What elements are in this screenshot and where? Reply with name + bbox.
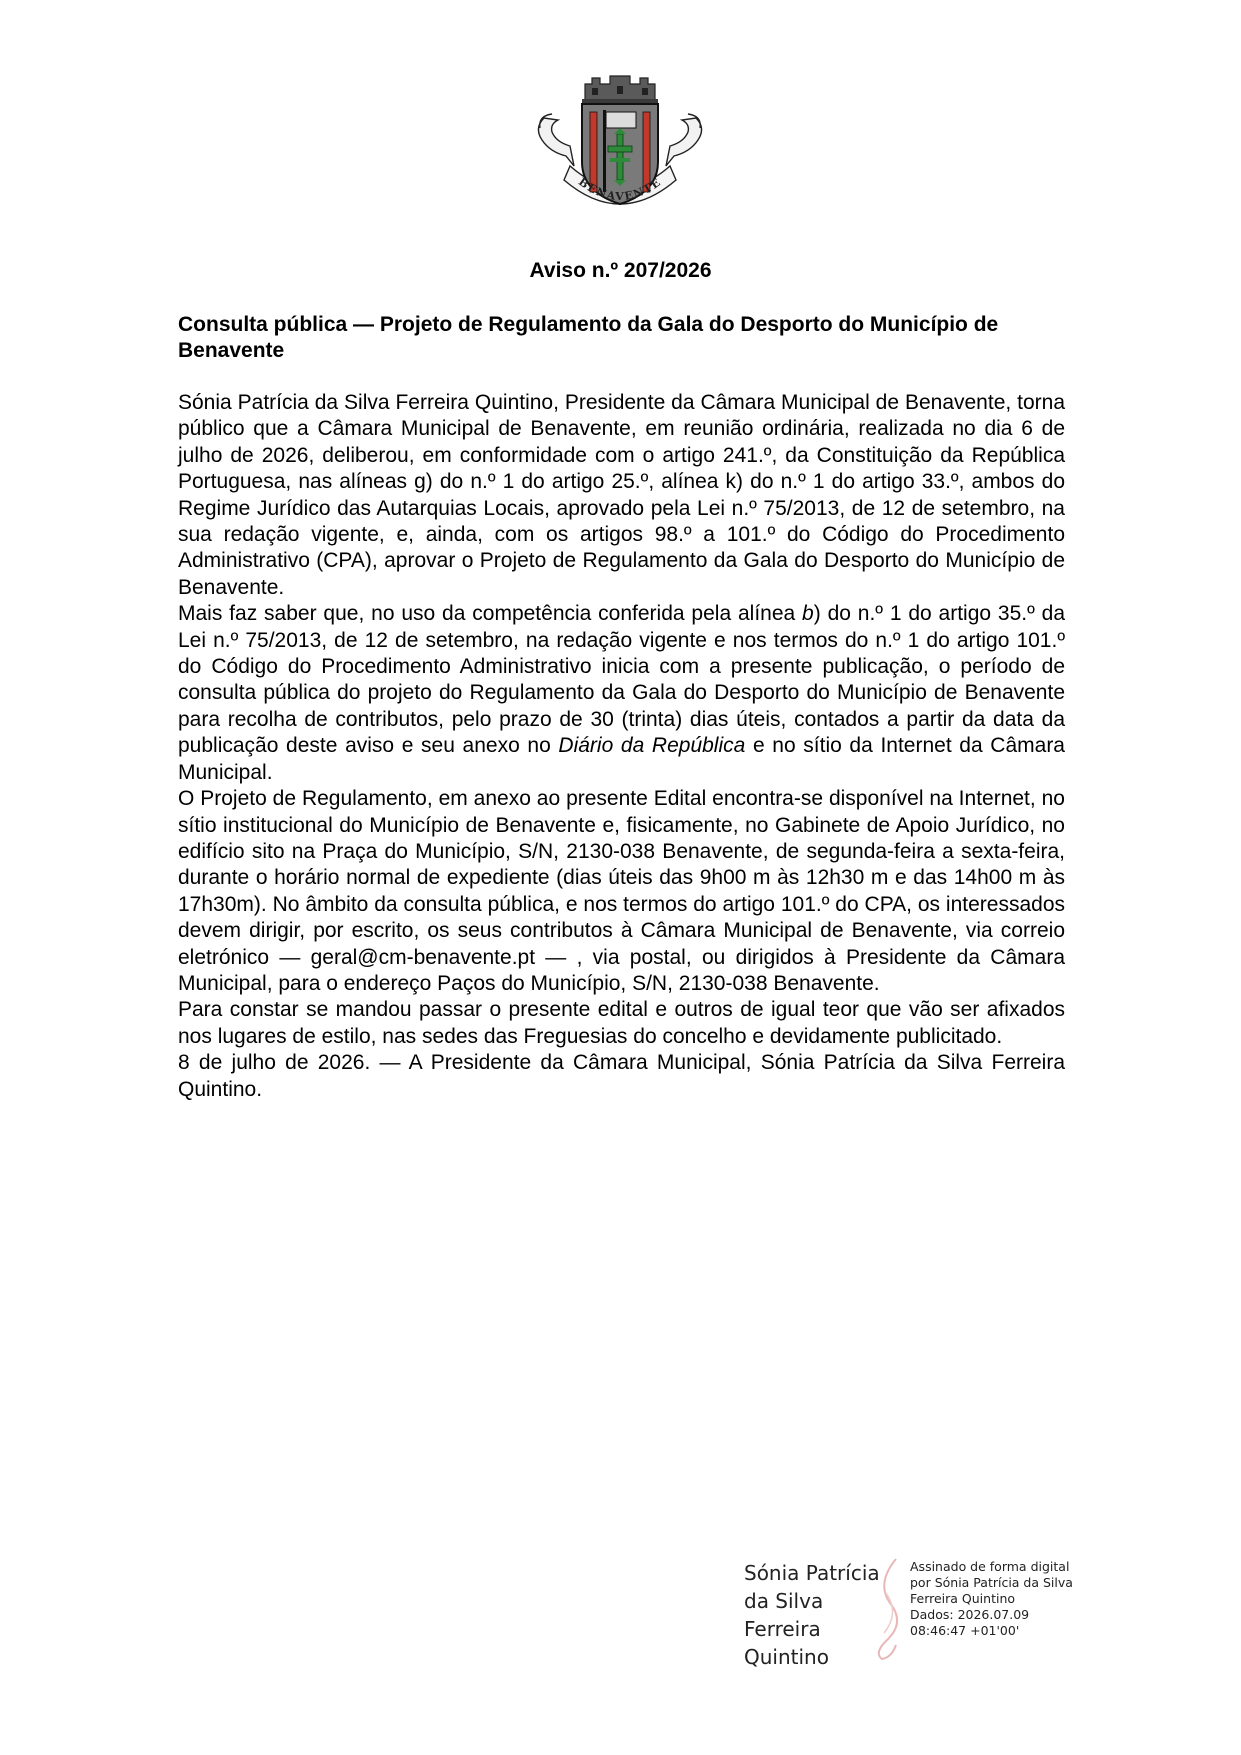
italic-text: Diário da República bbox=[558, 734, 746, 758]
paragraph-deliberation: Sónia Patrícia da Silva Ferreira Quintino, Presidente da Câmara Municipal de Benavente, torna público que a Câmara Municipal de Benavente, em reunião ordinária, realizada no dia 6 de julho de 2026, deliberou, em conformidade com o artigo 241.º, da Constituição da República Portuguesa, nas alíneas g) do n.º 1 do artigo 25.º, alínea k) do n.º 1 do artigo 33.º, ambos do Regime Jurídico das Autarquias Locais, aprovado pela Lei n.º 75/2013, de 12 de setembro, na sua redação vigente, e, ainda, com os artigos 98.º a 101.º do Código do Procedimento Administrativo (CPA), aprovar o Projeto de Regulamento da Gala do Desporto do Município de Benavente. bbox=[178, 391, 1065, 599]
signature-mark-icon bbox=[856, 1553, 916, 1663]
mural-crown bbox=[582, 76, 658, 104]
signature-detail-line: 08:46:47 +01'00' bbox=[910, 1623, 1020, 1638]
signature-detail-line: por Sónia Patrícia da Silva bbox=[910, 1575, 1073, 1590]
benavente-coat-of-arms bbox=[530, 70, 710, 230]
digital-signature bbox=[744, 1553, 1074, 1669]
crest-motto: BENAVENTE bbox=[576, 175, 664, 204]
signature-name-line: Sónia Patrícia bbox=[744, 1561, 880, 1585]
paragraph-text: Mais faz saber que, no uso da competência conferida pela alínea bbox=[178, 602, 803, 626]
italic-text: b bbox=[802, 602, 814, 626]
paragraph-availability: O Projeto de Regulamento, em anexo ao presente Edital encontra-se disponível na Internet, no sítio institucional do Município de Benavente e, fisicamente, no Gabinete de Apoio Jurídico, no edifício sito na Praça do Município, S/N, 2130-038 Benavente, de segunda-feira a sexta-feira, durante o horário normal de expediente (dias úteis das 9h00 m às 12h30 m e das 14h00 m às 17h30m). No âmbito da consulta pública, e nos termos do artigo 101.º do CPA, os interessados devem dirigir, por escrito, os seus contributos à Câmara Municipal de Benavente, via correio eletrónico — geral@cm-benavente.pt — , via postal, ou dirigidos à Presidente da Câmara Municipal, para o endereço Paços do Município, S/N, 2130-038 Benavente. bbox=[178, 787, 1065, 995]
signature-name-line: da Silva Ferreira bbox=[744, 1589, 824, 1641]
paragraph-text: e no sítio da Internet da Câmara Municipal. bbox=[178, 734, 1065, 784]
paragraph-text: ) do n.º 1 do artigo 35.º da Lei n.º 75/2013, de 12 de setembro, na redação vigente e nos termos do n.º 1 do artigo 101.º do Código do Procedimento Administrativo inicia com a presente publicação, o período de consulta pública do projeto do Regulamento da Gala do Desporto do Município de Benavente para recolha de contributos, pelo prazo de 30 (trinta) dias úteis, contados a partir da data da publicação deste aviso e seu anexo no bbox=[178, 602, 1065, 758]
paragraph-date-signatory: 8 de julho de 2026. — A Presidente da Câmara Municipal, Sónia Patrícia da Silva Ferreira Quintino. bbox=[178, 1051, 1065, 1101]
signature-name-line: Quintino bbox=[744, 1645, 829, 1669]
paragraph-consultation bbox=[178, 601, 1065, 786]
signature-detail-line: Assinado de forma digital bbox=[910, 1559, 1070, 1574]
notice-title: Aviso n.º 207/2026 bbox=[529, 259, 712, 282]
signature-detail-line: Ferreira Quintino bbox=[910, 1591, 1016, 1606]
notice-body bbox=[178, 390, 1065, 1103]
signature-detail-line: Dados: 2026.07.09 bbox=[910, 1607, 1030, 1622]
notice-subject: Consulta pública — Projeto de Regulamento da Gala do Desporto do Município de Benavente bbox=[178, 313, 999, 362]
signature-details bbox=[910, 1559, 1080, 1639]
paragraph-publication: Para constar se mandou passar o presente edital e outros de igual teor que vão ser afixados nos lugares de estilo, nas sedes das Freguesias do concelho e devidamente publicitado. bbox=[178, 998, 1065, 1048]
